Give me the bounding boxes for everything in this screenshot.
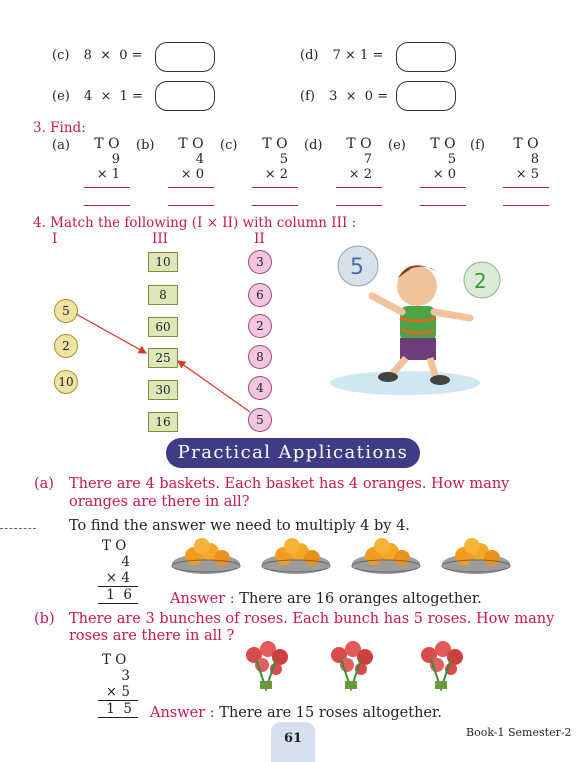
q3-header-c: T O	[262, 136, 288, 152]
basket-icon	[262, 538, 330, 574]
ball-number: 2	[474, 269, 487, 293]
q3-bottom-e: × 0	[432, 167, 456, 182]
pa-b-mul: × 5	[105, 684, 130, 700]
q3-bottom-c: × 2	[264, 167, 288, 182]
margin-dash	[0, 528, 36, 529]
col-III-item[interactable]: 16	[148, 412, 178, 432]
pa-b-res: 1 5	[106, 701, 132, 717]
q3-label-f: (f)	[470, 138, 485, 153]
q3-header-e: T O	[430, 136, 456, 152]
pa-a-line2	[98, 603, 138, 604]
col-III-item[interactable]: 8	[148, 285, 178, 305]
col-II-item[interactable]: 5	[248, 408, 272, 432]
q3-label-b: (b)	[136, 138, 155, 153]
q2-f-label: (f)	[300, 89, 315, 104]
pa-b-answer-text: There are 15 roses altogether.	[219, 705, 442, 721]
q4-header-III: III	[152, 231, 168, 247]
pa-b-label: (b)	[34, 611, 55, 627]
pa-a-stack	[98, 538, 138, 604]
q3-header-d: T O	[346, 136, 372, 152]
q3-top-e: 5	[447, 152, 456, 167]
q3-top-c: 5	[279, 152, 288, 167]
pa-a-top: 4	[121, 554, 130, 570]
pa-find: To find the answer we need to multiply 4 by 4.	[69, 518, 410, 534]
q4-header-I: I	[52, 231, 58, 247]
pa-b-line2: roses are there in all ?	[69, 628, 235, 644]
q2-e-expr: 4 × 1 =	[83, 89, 143, 104]
pa-a-answer	[170, 591, 482, 607]
q3-bottom-f: × 5	[515, 167, 539, 182]
q3-label-c: (c)	[220, 138, 238, 153]
basket-icon	[352, 538, 420, 574]
rose-bunch-icon	[246, 641, 288, 689]
pa-a-answer-text: There are 16 oranges altogether.	[239, 591, 482, 607]
pa-b-top: 3	[121, 668, 130, 684]
q3-header-b: T O	[178, 136, 204, 152]
ball-number: 5	[350, 255, 364, 280]
col-II-item[interactable]: 8	[248, 345, 272, 369]
rose-bunches	[240, 637, 480, 699]
pa-a-mul: × 4	[105, 570, 130, 586]
col-I-item[interactable]: 2	[54, 334, 78, 358]
pa-a-head: T O	[102, 538, 127, 554]
section-banner: Practical Applications	[166, 438, 420, 468]
pa-b-stack	[98, 652, 138, 718]
q3-top-f: 8	[530, 152, 539, 167]
q3-bottom-d: × 2	[348, 167, 372, 182]
pa-b-answer-label: Answer :	[150, 705, 215, 721]
page-number: 61	[283, 731, 303, 746]
col-III-item[interactable]: 60	[148, 317, 178, 337]
col-I-item[interactable]: 10	[54, 370, 78, 394]
q2-d-expr: 7 × 1 =	[332, 48, 384, 63]
q3-top-b: 4	[195, 152, 204, 167]
q2-d-label: (d)	[300, 48, 319, 63]
arrow-5-to-25-from-II	[178, 361, 250, 412]
q3-header-a: T O	[94, 136, 120, 152]
basket-icon	[442, 538, 510, 574]
q4-title: 4. Match the following (I × II) with column III :	[33, 215, 357, 231]
q2-f-expr: 3 × 0 =	[329, 89, 389, 104]
rose-bunch-icon	[331, 641, 373, 689]
book-label: Book-1 Semester-2	[466, 726, 572, 739]
rose-bunch-icon	[421, 641, 463, 689]
pa-b-line1: There are 3 bunches of roses. Each bunch has 5 roses. How many	[69, 611, 555, 627]
q4-header-II: II	[254, 231, 265, 247]
q3-top-d: 7	[363, 152, 372, 167]
q3-bottom-a: × 1	[96, 167, 120, 182]
pa-a-label: (a)	[34, 476, 54, 492]
col-III-item[interactable]: 25	[148, 348, 178, 368]
q3-title: 3. Find:	[33, 120, 86, 136]
pa-a-res: 1 6	[106, 587, 132, 603]
q2-c-label: (c)	[52, 48, 70, 63]
col-II-item[interactable]: 3	[248, 250, 272, 274]
pa-b-answer	[150, 705, 442, 721]
col-II-item[interactable]: 2	[248, 314, 272, 338]
boy-illustration	[320, 238, 510, 398]
col-I-item[interactable]: 5	[54, 299, 78, 323]
col-III-item[interactable]: 10	[148, 252, 178, 272]
pa-b-head: T O	[102, 652, 127, 668]
page-number-tab	[271, 722, 315, 762]
arrow-5-to-25	[76, 314, 146, 353]
pa-a-answer-label: Answer :	[170, 591, 235, 607]
pa-a-line1: There are 4 baskets. Each basket has 4 oranges. How many	[69, 476, 510, 492]
q3-label-e: (e)	[388, 138, 406, 153]
orange-baskets	[168, 532, 528, 582]
col-III-item[interactable]: 30	[148, 380, 178, 400]
q3-top-a: 9	[111, 152, 120, 167]
pa-a-line2: oranges are there in all?	[69, 494, 250, 510]
col-II-item[interactable]: 4	[248, 376, 272, 400]
q2-c-expr: 8 × 0 =	[83, 48, 143, 63]
q3-bottom-b: × 0	[180, 167, 204, 182]
q2-e-label: (e)	[52, 89, 70, 104]
col-II-item[interactable]: 6	[248, 283, 272, 307]
q3-label-d: (d)	[304, 138, 323, 153]
q3-header-f: T O	[513, 136, 539, 152]
q3-label-a: (a)	[52, 138, 70, 153]
pa-b-line2	[98, 717, 138, 718]
basket-icon	[172, 538, 240, 574]
